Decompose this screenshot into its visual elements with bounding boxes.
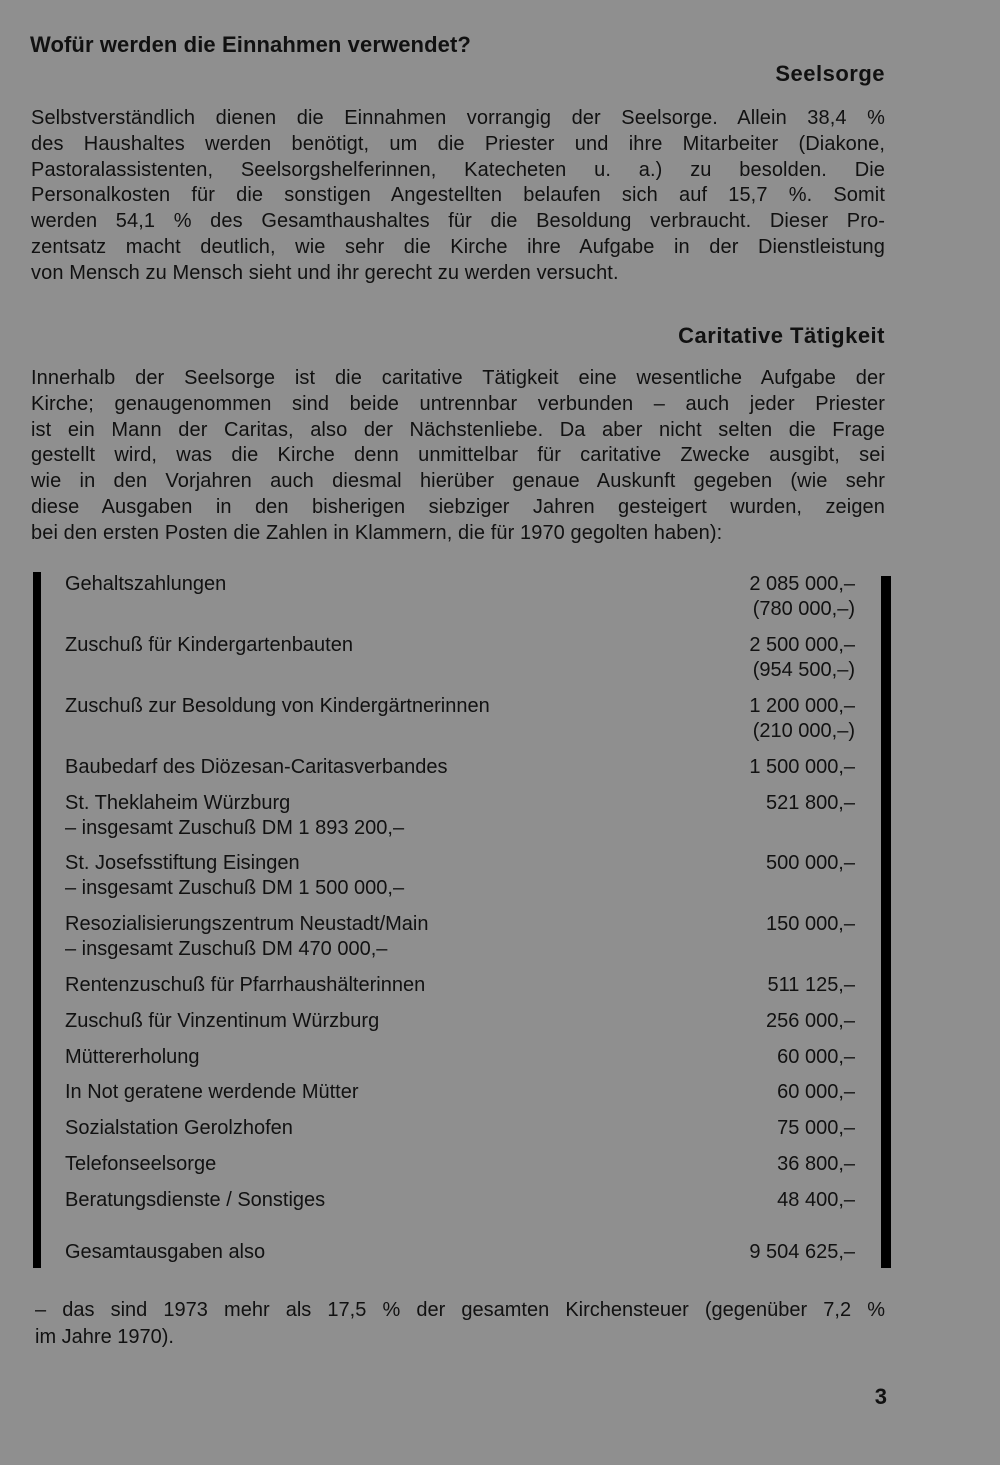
expense-amount: 2 085 000,– — [749, 573, 855, 595]
paragraph-seelsorge — [31, 106, 885, 287]
expense-label: Telefonseelsorge — [65, 1153, 217, 1175]
paragraph-line: ist ein Mann der Caritas, also der Nächstenliebe. Da aber nicht selten die Frage — [31, 418, 885, 441]
expense-label: Gehaltszahlungen — [65, 573, 227, 595]
expense-label: St. Josefsstiftung Eisingen — [65, 852, 300, 874]
paragraph-line: bei den ersten Posten die Zahlen in Klammern, die für 1970 gegolten haben): — [31, 521, 723, 544]
expense-label: Zuschuß für Vinzentinum Würzburg — [65, 1010, 380, 1032]
expense-amount: 500 000,– — [766, 852, 855, 874]
section-heading-seelsorge: Seelsorge — [775, 61, 885, 86]
expense-label: Baubedarf des Diözesan-Caritasverbandes — [65, 756, 448, 778]
section-heading-caritative-taetigkeit: Caritative Tätigkeit — [678, 323, 885, 348]
expense-amount: 1 500 000,– — [749, 756, 855, 778]
expense-amount-1970: (780 000,–) — [752, 598, 855, 620]
expense-label: In Not geratene werdende Mütter — [65, 1081, 359, 1103]
paragraph-line: zentsatz macht deutlich, wie sehr die Kirche ihre Aufgabe in der Dienstleistung — [31, 235, 885, 258]
paragraph-line: des Haushaltes werden benötigt, um die Priester und ihre Mitarbeiter (Diakone, — [31, 132, 885, 155]
expense-amount: 60 000,– — [777, 1046, 855, 1068]
expense-amount: 511 125,– — [767, 974, 855, 996]
paragraph-line: Innerhalb der Seelsorge ist die caritative Tätigkeit eine wesentliche Aufgabe der — [31, 367, 885, 389]
paragraph-line: Personalkosten für die sonstigen Angestellten belaufen sich auf 15,7 %. Somit — [31, 184, 885, 207]
paragraph-line: diese Ausgaben in den bisherigen siebziger Jahren gesteigert wurden, zeigen — [31, 495, 885, 518]
total-label: Gesamtausgaben also — [65, 1241, 266, 1263]
footnote — [35, 1297, 885, 1351]
expense-sublabel: – insgesamt Zuschuß DM 470 000,– — [65, 938, 388, 960]
expense-label: Zuschuß zur Besoldung von Kindergärtnerinnen — [65, 695, 490, 717]
expense-amount: 1 200 000,– — [749, 695, 855, 717]
expense-amount-1970: (210 000,–) — [752, 720, 855, 742]
expense-sublabel: – insgesamt Zuschuß DM 1 500 000,– — [65, 877, 405, 899]
expense-amount: 2 500 000,– — [749, 634, 855, 656]
expense-label: St. Theklaheim Würzburg — [65, 792, 291, 814]
expense-amount: 36 800,– — [777, 1153, 855, 1175]
expense-label: Müttererholung — [65, 1046, 200, 1068]
expense-label: Resozialisierungszentrum Neustadt/Main — [65, 913, 429, 935]
table-left-bar — [33, 572, 41, 1268]
expense-amount: 75 000,– — [777, 1117, 855, 1139]
expense-label: Rentenzuschuß für Pfarrhaushälterinnen — [65, 974, 426, 996]
page-number: 3 — [874, 1384, 887, 1409]
paragraph-line: wie in den Vorjahren auch diesmal hierüber genaue Auskunft gegeben (wie sehr — [31, 470, 885, 493]
paragraph-line: Kirche; genaugenommen sind beide untrennbar verbunden – auch jeder Priester — [31, 392, 885, 415]
expense-table — [33, 572, 891, 1268]
expense-amount: 521 800,– — [766, 792, 855, 814]
expense-amount-1970: (954 500,–) — [752, 659, 855, 681]
expense-label: Zuschuß für Kindergartenbauten — [65, 634, 353, 656]
paragraph-caritative-taetigkeit — [31, 366, 885, 547]
expense-label: Beratungsdienste / Sonstiges — [65, 1189, 326, 1211]
page-title: Wofür werden die Einnahmen verwendet? — [30, 32, 471, 57]
expense-amount: 48 400,– — [777, 1189, 855, 1211]
paragraph-line: Pastoralassistenten, Seelsorgshelferinnen, Katecheten u. a.) zu besolden. Die — [31, 158, 885, 181]
expense-amount: 60 000,– — [777, 1081, 855, 1103]
expense-sublabel: – insgesamt Zuschuß DM 1 893 200,– — [65, 817, 405, 839]
paragraph-line: von Mensch zu Mensch sieht und ihr gerecht zu werden versucht. — [31, 261, 619, 284]
table-right-bar — [881, 576, 891, 1268]
paragraph-line: werden 54,1 % des Gesamthaushaltes für die Besoldung verbraucht. Dieser Pro- — [31, 210, 885, 233]
expense-amount: 150 000,– — [766, 913, 855, 935]
footnote-line: – das sind 1973 mehr als 17,5 % der gesamten Kirchensteuer (gegenüber 7,2 % — [35, 1299, 885, 1321]
expense-amount: 256 000,– — [766, 1010, 855, 1032]
total-amount: 9 504 625,– — [749, 1241, 855, 1263]
paragraph-line: Selbstverständlich dienen die Einnahmen vorrangig der Seelsorge. Allein 38,4 % — [31, 107, 885, 129]
footnote-line: im Jahre 1970). — [35, 1326, 174, 1348]
expense-label: Sozialstation Gerolzhofen — [65, 1117, 293, 1139]
paragraph-line: gestellt wird, was die Kirche denn unmittelbar für caritative Zwecke ausgibt, sei — [31, 444, 885, 467]
